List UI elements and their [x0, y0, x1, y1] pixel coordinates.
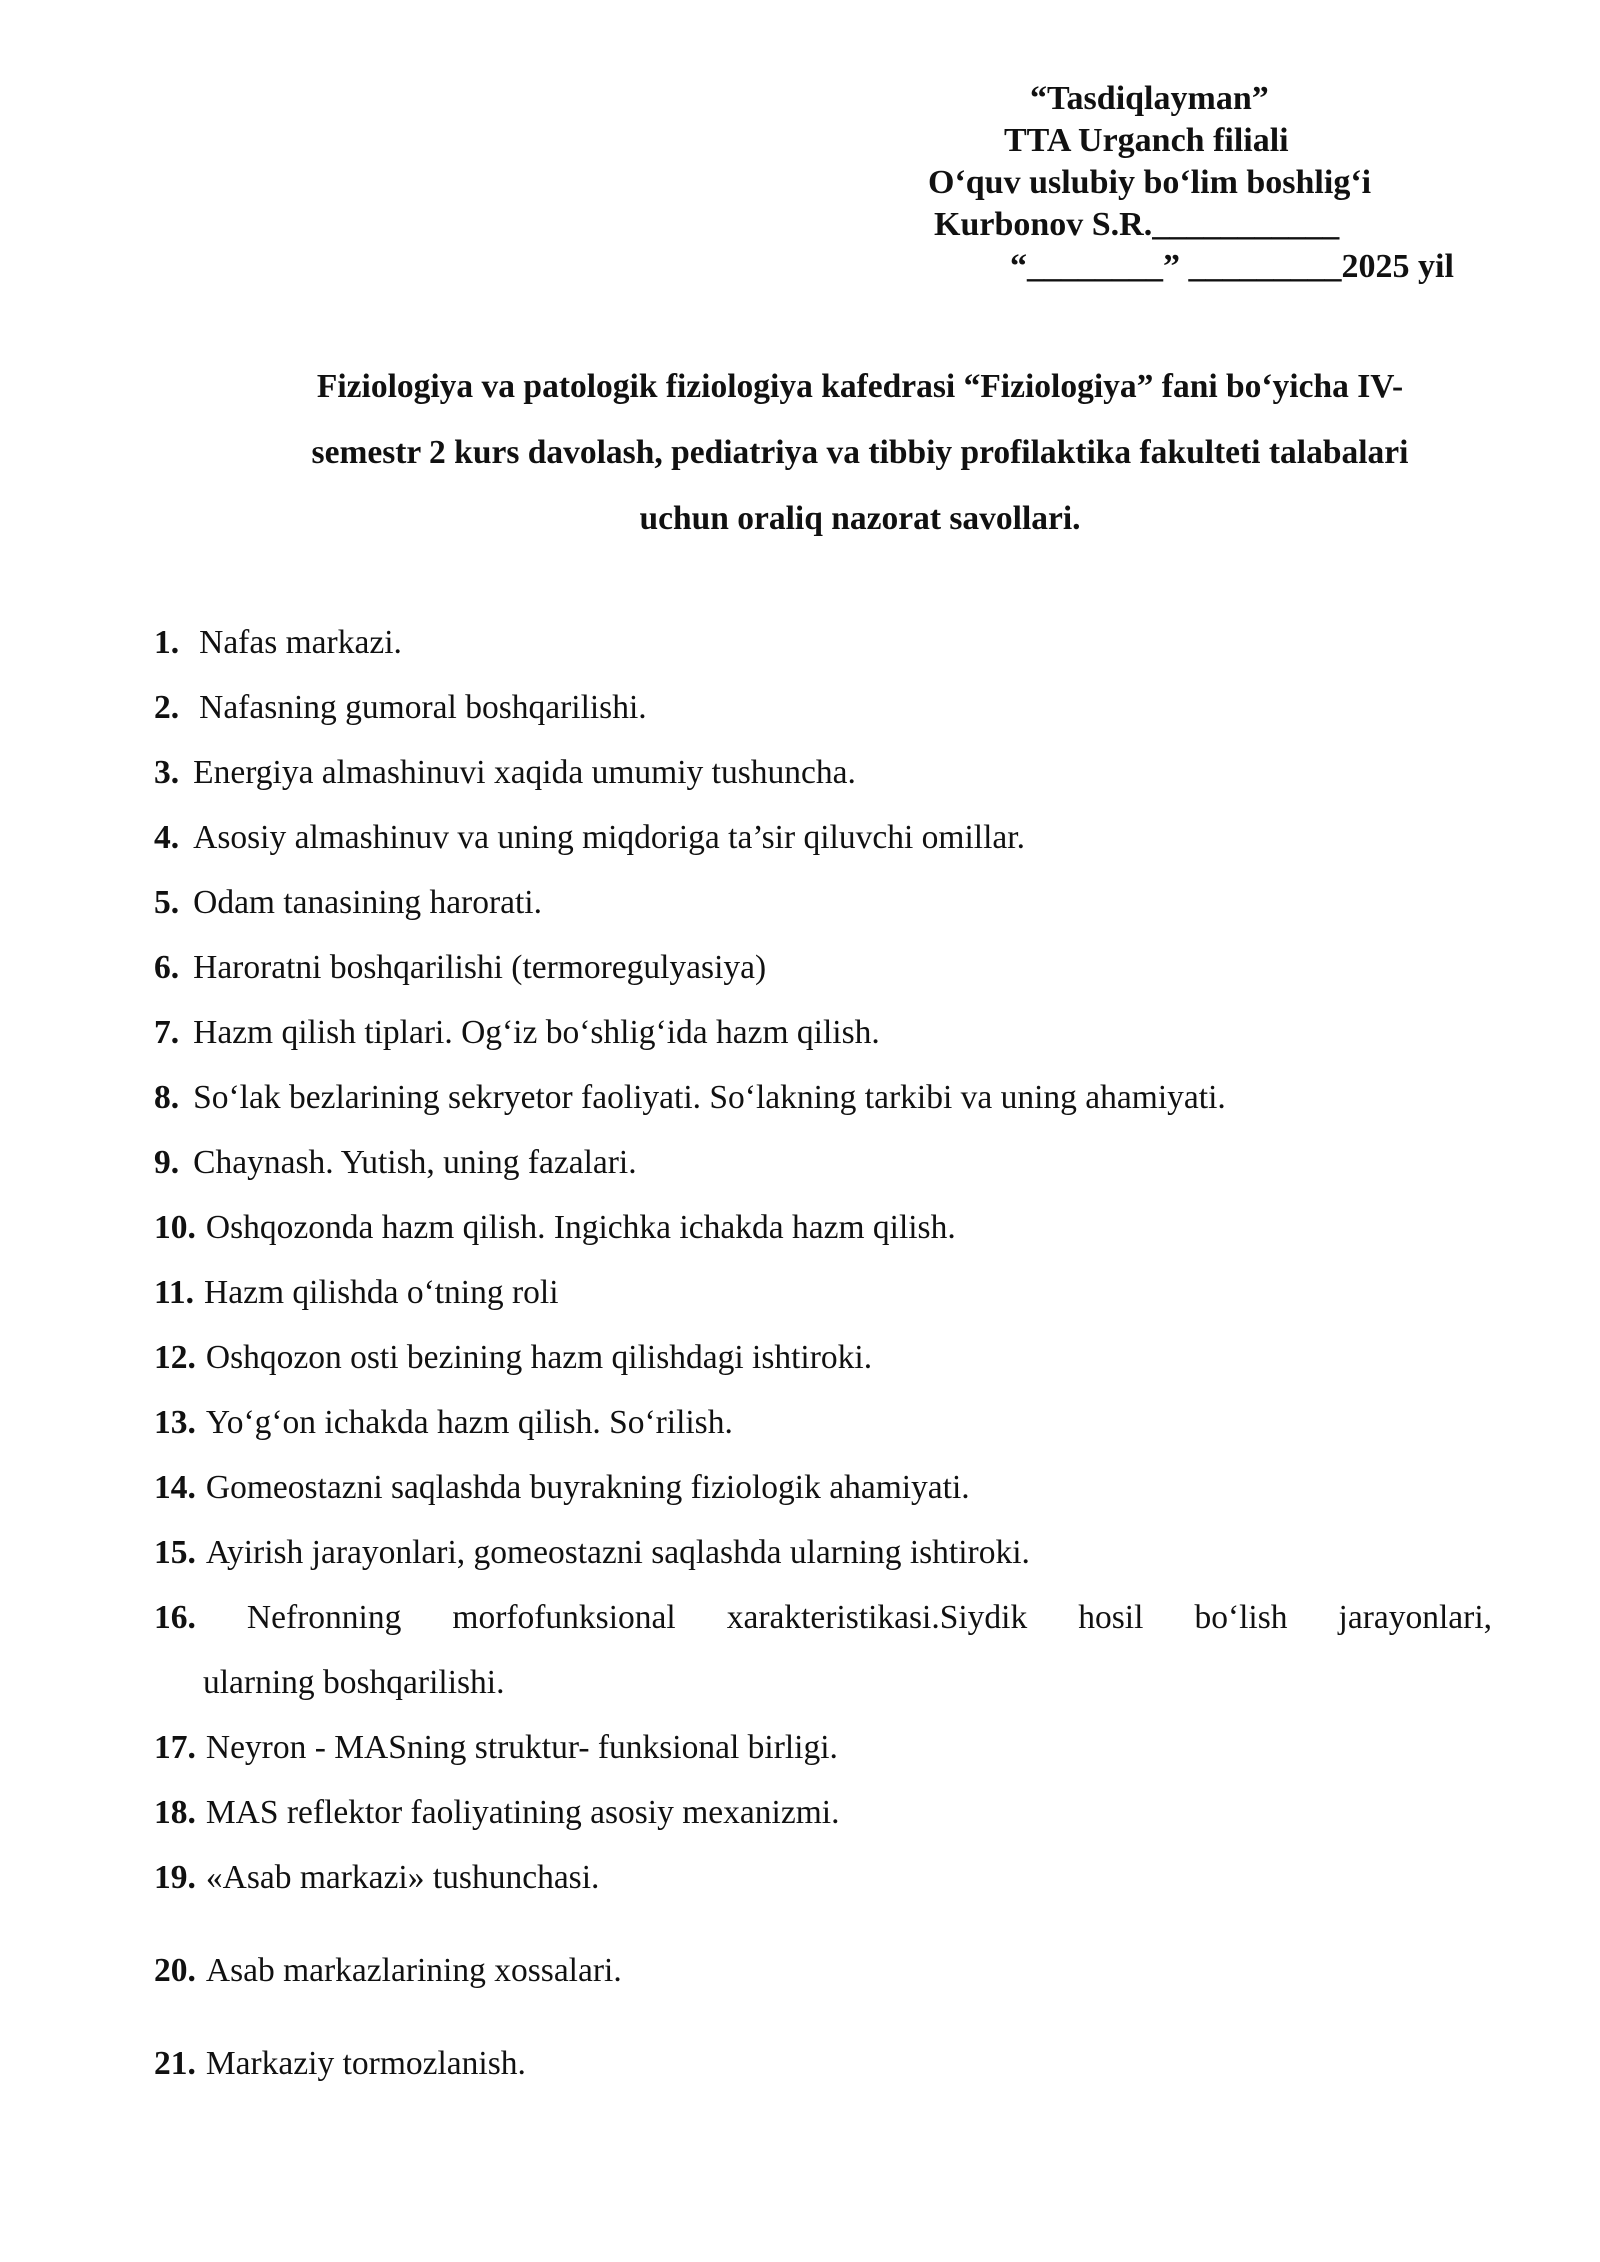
question-text: Nafas markazi. [199, 624, 402, 661]
question-text: Odam tanasining harorati. [193, 884, 542, 921]
title-line-1: Fiziologiya va patologik fiziologiya kafedrasi “Fiziologiya” fani bo‘yicha IV- [316, 368, 1404, 405]
question-number: 16. [154, 1599, 196, 1636]
question-item [154, 1938, 1492, 2003]
question-text-continuation: ularning boshqarilishi. [203, 1664, 505, 1701]
question-item [154, 1325, 1492, 1390]
approval-signatory: Kurbonov S.R.___________ [934, 206, 1340, 243]
question-text: Oshqozon osti bezining hazm qilishdagi ishtiroki. [205, 1339, 873, 1376]
question-item [154, 1390, 1492, 1455]
question-text: Hazm qilishda o‘tning roli [204, 1274, 559, 1311]
question-text: Hazm qilish tiplari. Og‘iz bo‘shlig‘ida hazm qilish. [193, 1014, 880, 1051]
question-text: Asab markazlarining xossalari. [205, 1952, 622, 1989]
approval-institution: TTA Urganch filiali [1004, 122, 1289, 159]
question-number: 19. [154, 1859, 196, 1896]
question-text: Neyron - MASning struktur- funksional birligi. [205, 1729, 838, 1766]
question-item [154, 1195, 1492, 1260]
question-number: 5. [154, 884, 180, 921]
question-item [154, 805, 1492, 870]
question-number: 17. [154, 1729, 196, 1766]
question-item [154, 1260, 1492, 1325]
question-item [154, 1455, 1492, 1520]
question-text: «Asab markazi» tushunchasi. [205, 1859, 600, 1896]
question-number: 18. [154, 1794, 196, 1831]
question-number: 7. [154, 1014, 180, 1051]
question-item [154, 1715, 1492, 1780]
question-item [154, 2031, 1492, 2096]
question-number: 15. [154, 1534, 196, 1571]
question-text: Asosiy almashinuv va uning miqdoriga ta’sir qiluvchi omillar. [193, 819, 1025, 856]
question-item [154, 1520, 1492, 1585]
question-item [154, 1585, 1492, 1715]
question-number: 12. [154, 1339, 196, 1376]
question-list [154, 610, 1492, 2096]
question-number: 11. [154, 1274, 195, 1311]
title-line-2: semestr 2 kurs davolash, pediatriya va tibbiy profilaktika fakulteti talabalari [311, 434, 1409, 471]
title-line-3: uchun oraliq nazorat savollari. [639, 500, 1081, 537]
question-text: Markaziy tormozlanish. [205, 2045, 526, 2082]
question-item [154, 935, 1492, 1000]
question-text: So‘lak bezlarining sekryetor faoliyati. So‘lakning tarkibi va uning ahamiyati. [193, 1079, 1226, 1116]
question-item [154, 1065, 1492, 1130]
question-number: 13. [154, 1404, 196, 1441]
question-number: 9. [154, 1144, 180, 1181]
question-number: 20. [154, 1952, 196, 1989]
question-text: Nafasning gumoral boshqarilishi. [199, 689, 647, 726]
question-number: 21. [154, 2045, 196, 2082]
question-item [154, 675, 1492, 740]
approval-heading: “Tasdiqlayman” [1030, 80, 1269, 117]
approval-block [900, 78, 1520, 288]
approval-date: “________” _________2025 yil [1010, 248, 1454, 285]
question-item [154, 1845, 1492, 1910]
question-text: Gomeostazni saqlashda buyrakning fiziologik ahamiyati. [205, 1469, 970, 1506]
question-item [154, 1000, 1492, 1065]
question-number: 3. [154, 754, 180, 791]
question-text: Yo‘g‘on ichakda hazm qilish. So‘rilish. [205, 1404, 733, 1441]
question-text: Chaynash. Yutish, uning fazalari. [193, 1144, 637, 1181]
question-text: Oshqozonda hazm qilish. Ingichka ichakda hazm qilish. [205, 1209, 956, 1246]
question-number: 2. [154, 689, 180, 726]
question-item [154, 610, 1492, 675]
question-item [154, 1130, 1492, 1195]
question-number: 14. [154, 1469, 196, 1506]
question-number: 4. [154, 819, 180, 856]
approval-position: O‘quv uslubiy bo‘lim boshlig‘i [928, 164, 1372, 201]
question-item [154, 740, 1492, 805]
question-text: Ayirish jarayonlari, gomeostazni saqlashda ularning ishtiroki. [205, 1534, 1030, 1571]
document-title [240, 354, 1480, 552]
question-text: MAS reflektor faoliyatining asosiy mexanizmi. [205, 1794, 840, 1831]
question-text: Energiya almashinuvi xaqida umumiy tushuncha. [193, 754, 856, 791]
question-number: 8. [154, 1079, 180, 1116]
question-text: Nefronning morfofunksional xarakteristikasi.Siydik hosil bo‘lish jarayonlari, [246, 1599, 1493, 1636]
question-number: 1. [154, 624, 180, 661]
question-item [154, 1780, 1492, 1845]
question-number: 10. [154, 1209, 196, 1246]
question-item [154, 870, 1492, 935]
question-number: 6. [154, 949, 180, 986]
question-text: Haroratni boshqarilishi (termoregulyasiya) [193, 949, 767, 986]
